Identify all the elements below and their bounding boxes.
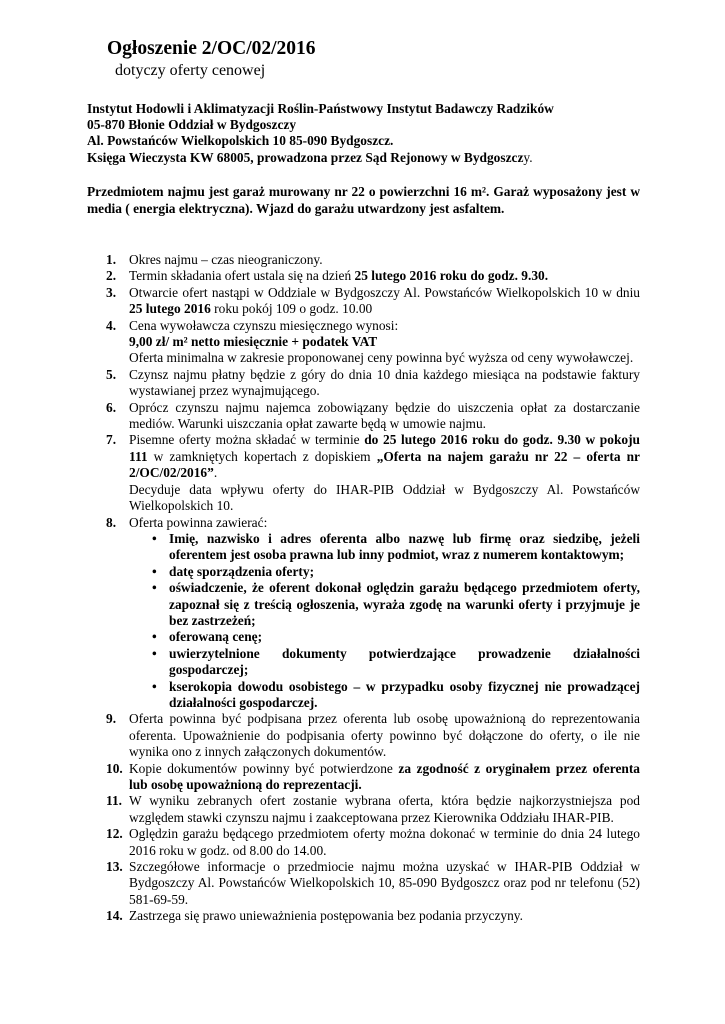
item-text: Oferta powinna zawierać: (129, 514, 268, 530)
item-bold-text: 25 lutego 2016 (129, 301, 211, 317)
list-item (87, 711, 640, 760)
bullet-icon: • (152, 530, 157, 546)
list-item (87, 908, 640, 924)
bullet-item (129, 580, 640, 629)
org-line-4-tail: y. (523, 149, 533, 165)
org-line-2: 05-870 Błonie Oddział w Bydgoszczy (87, 117, 297, 133)
item-number: 14. (106, 908, 123, 924)
item-number: 8. (106, 514, 117, 530)
bullet-icon: • (152, 580, 157, 596)
document-subtitle: dotyczy oferty cenowej (115, 62, 266, 79)
item-number: 11. (106, 793, 122, 809)
list-item (87, 793, 640, 826)
item-text: Czynsz najmu płatny będzie z góry do dnia 10 dnia każdego miesiąca na podstawie faktury wystawianej przez wynajmującego. (129, 366, 640, 399)
item-number: 5. (106, 366, 117, 382)
item-text: Zastrzega się prawo unieważnienia postępowania bez podania przyczyny. (129, 908, 523, 924)
item-text: W wyniku zebranych ofert zostanie wybrana oferta, która będzie najkorzystniejsza pod względem stawki czynszu najmu i zaakceptowana przez Kierownika Oddziału IHAR-PIB. (129, 793, 640, 825)
offer-contents-list (129, 531, 640, 711)
list-item (87, 252, 640, 268)
list-item (87, 826, 640, 859)
item-bold-text: do 25 lutego 2016 roku do godz. 9.30 w pokoju 111 (129, 432, 640, 464)
item-text: Decyduje data wpływu oferty do IHAR-PIB Oddział w Bydgoszczy Al. Powstańców Wielkopolskich 10. (129, 481, 640, 514)
bullet-icon: • (152, 563, 157, 579)
item-number: 2. (106, 268, 117, 284)
bullet-text: Imię, nazwisko i adres oferenta albo nazwę lub firmę oraz siedzibę, jeżeli oferentem jest osoba prawna lub inny podmiot, wraz z numerem kontaktowym; (169, 530, 640, 563)
list-item (87, 761, 640, 794)
item-number: 10. (106, 760, 123, 776)
item-text: Cena wywoławcza czynszu miesięcznego wynosi: (129, 317, 399, 333)
item-text: Szczegółowe informacje o przedmiocie najmu można uzyskać w IHAR-PIB Oddział w Bydgoszczy Al. Powstańców Wielkopolskich 10, 85-090 Bydgoszcz oraz pod nr telefonu (52) 581-69-59. (129, 859, 640, 907)
item-number: 4. (106, 317, 117, 333)
bullet-text: uwierzytelnione dokumenty potwierdzające prowadzenie działalności gospodarczej; (169, 645, 640, 678)
bullet-text: oferowaną cenę; (169, 629, 263, 645)
item-number: 3. (106, 284, 117, 300)
item-text: Okres najmu – czas nieograniczony. (129, 252, 323, 267)
bullet-text: datę sporządzenia oferty; (169, 563, 315, 579)
organization-block (87, 101, 647, 166)
list-item (87, 268, 640, 284)
item-text: Pisemne oferty można składać w terminie (129, 432, 365, 448)
bullet-text: oświadczenie, że oferent dokonał oględzin garażu będącego przedmiotem oferty, zapoznał się z treścią ogłoszenia, wyraża zgodę na warunki oferty i przyjmuje je bez zastrzeżeń; (169, 580, 640, 628)
item-number: 6. (106, 399, 117, 415)
bullet-item (129, 564, 640, 580)
list-item (87, 400, 640, 433)
item-text: Termin składania ofert ustala się na dzień (129, 268, 355, 284)
org-line-3: Al. Powstańców Wielkopolskich 10 85-090 Bydgoszcz. (87, 133, 394, 149)
list-item (87, 859, 640, 908)
org-line-4-bold: Księga Wieczysta KW 68005, prowadzona przez Sąd Rejonowy w Bydgoszcz (87, 149, 524, 165)
list-item (87, 285, 640, 318)
item-text: Oferta powinna być podpisana przez oferenta lub osobę upoważnioną do reprezentowania oferenta. Upoważnienie do podpisania oferty powinno być dołączone do oferty, o ile nie wynika ono z innych załączonych dokumentów. (129, 711, 640, 760)
list-item (87, 367, 640, 400)
item-text: roku pokój 109 o godz. 10.00 (210, 301, 373, 317)
item-bold-text: za zgodność z oryginałem przez oferenta lub osobę upoważnioną do reprezentacji. (129, 760, 640, 792)
bullet-icon: • (152, 629, 157, 645)
item-text: Oprócz czynszu najmu najemca zobowiązany będzie do uiszczenia opłat za dostarczanie mediów. Warunki uiszczania opłat zawarte będą w umowie najmu. (129, 399, 640, 432)
bullet-item (129, 679, 640, 712)
document-title: Ogłoszenie 2/OC/02/2016 (107, 38, 316, 59)
item-text: Kopie dokumentów powinny być potwierdzone (129, 760, 399, 776)
list-item (87, 318, 640, 367)
item-text: . (213, 465, 218, 481)
item-number: 1. (106, 252, 117, 267)
bullet-text: kserokopia dowodu osobistego – w przypadku osoby fizycznej nie prowadzącej działalności gospodarczej. (169, 678, 640, 710)
conditions-list (87, 252, 640, 925)
list-item (87, 515, 640, 712)
intro-paragraph: Przedmiotem najmu jest garaż murowany nr 22 o powierzchni 16 m². Garaż wyposażony jest w media ( energia elektryczna). Wjazd do garażu utwardzony jest asfaltem. (87, 184, 640, 216)
bullet-item (129, 531, 640, 564)
item-text: Otwarcie ofert nastąpi w Oddziale w Bydgoszczy Al. Powstańców Wielkopolskich 10 w dniu (129, 284, 640, 300)
item-text: Oględzin garażu będącego przedmiotem oferty można dokonać w terminie do dnia 24 lutego 2016 roku w godz. od 8.00 do 14.00. (129, 826, 640, 858)
item-number: 7. (106, 432, 117, 448)
item-text: w zamkniętych kopertach z dopiskiem (147, 448, 377, 464)
org-line-4 (87, 150, 647, 166)
bullet-icon: • (152, 678, 157, 694)
price-line: 9,00 zł/ m² netto miesięcznie + podatek VAT (129, 334, 378, 350)
item-bold-text: 25 lutego 2016 roku do godz. 9.30. (354, 268, 549, 284)
bullet-item (129, 629, 640, 645)
item-number: 13. (106, 859, 123, 875)
item-bold-text: „Oferta na najem garażu nr 22 – oferta nr 2/OC/02/2016” (129, 448, 640, 481)
org-line-1: Instytut Hodowli i Aklimatyzacji Roślin-Państwowy Instytut Badawczy Radzików (87, 101, 554, 116)
item-number: 9. (106, 711, 117, 727)
item-text: Oferta minimalna w zakresie proponowanej ceny powinna być wyższa od ceny wywoławczej. (129, 350, 634, 366)
list-item (87, 432, 640, 514)
item-number: 12. (106, 826, 123, 842)
bullet-icon: • (152, 645, 157, 661)
bullet-item (129, 646, 640, 679)
